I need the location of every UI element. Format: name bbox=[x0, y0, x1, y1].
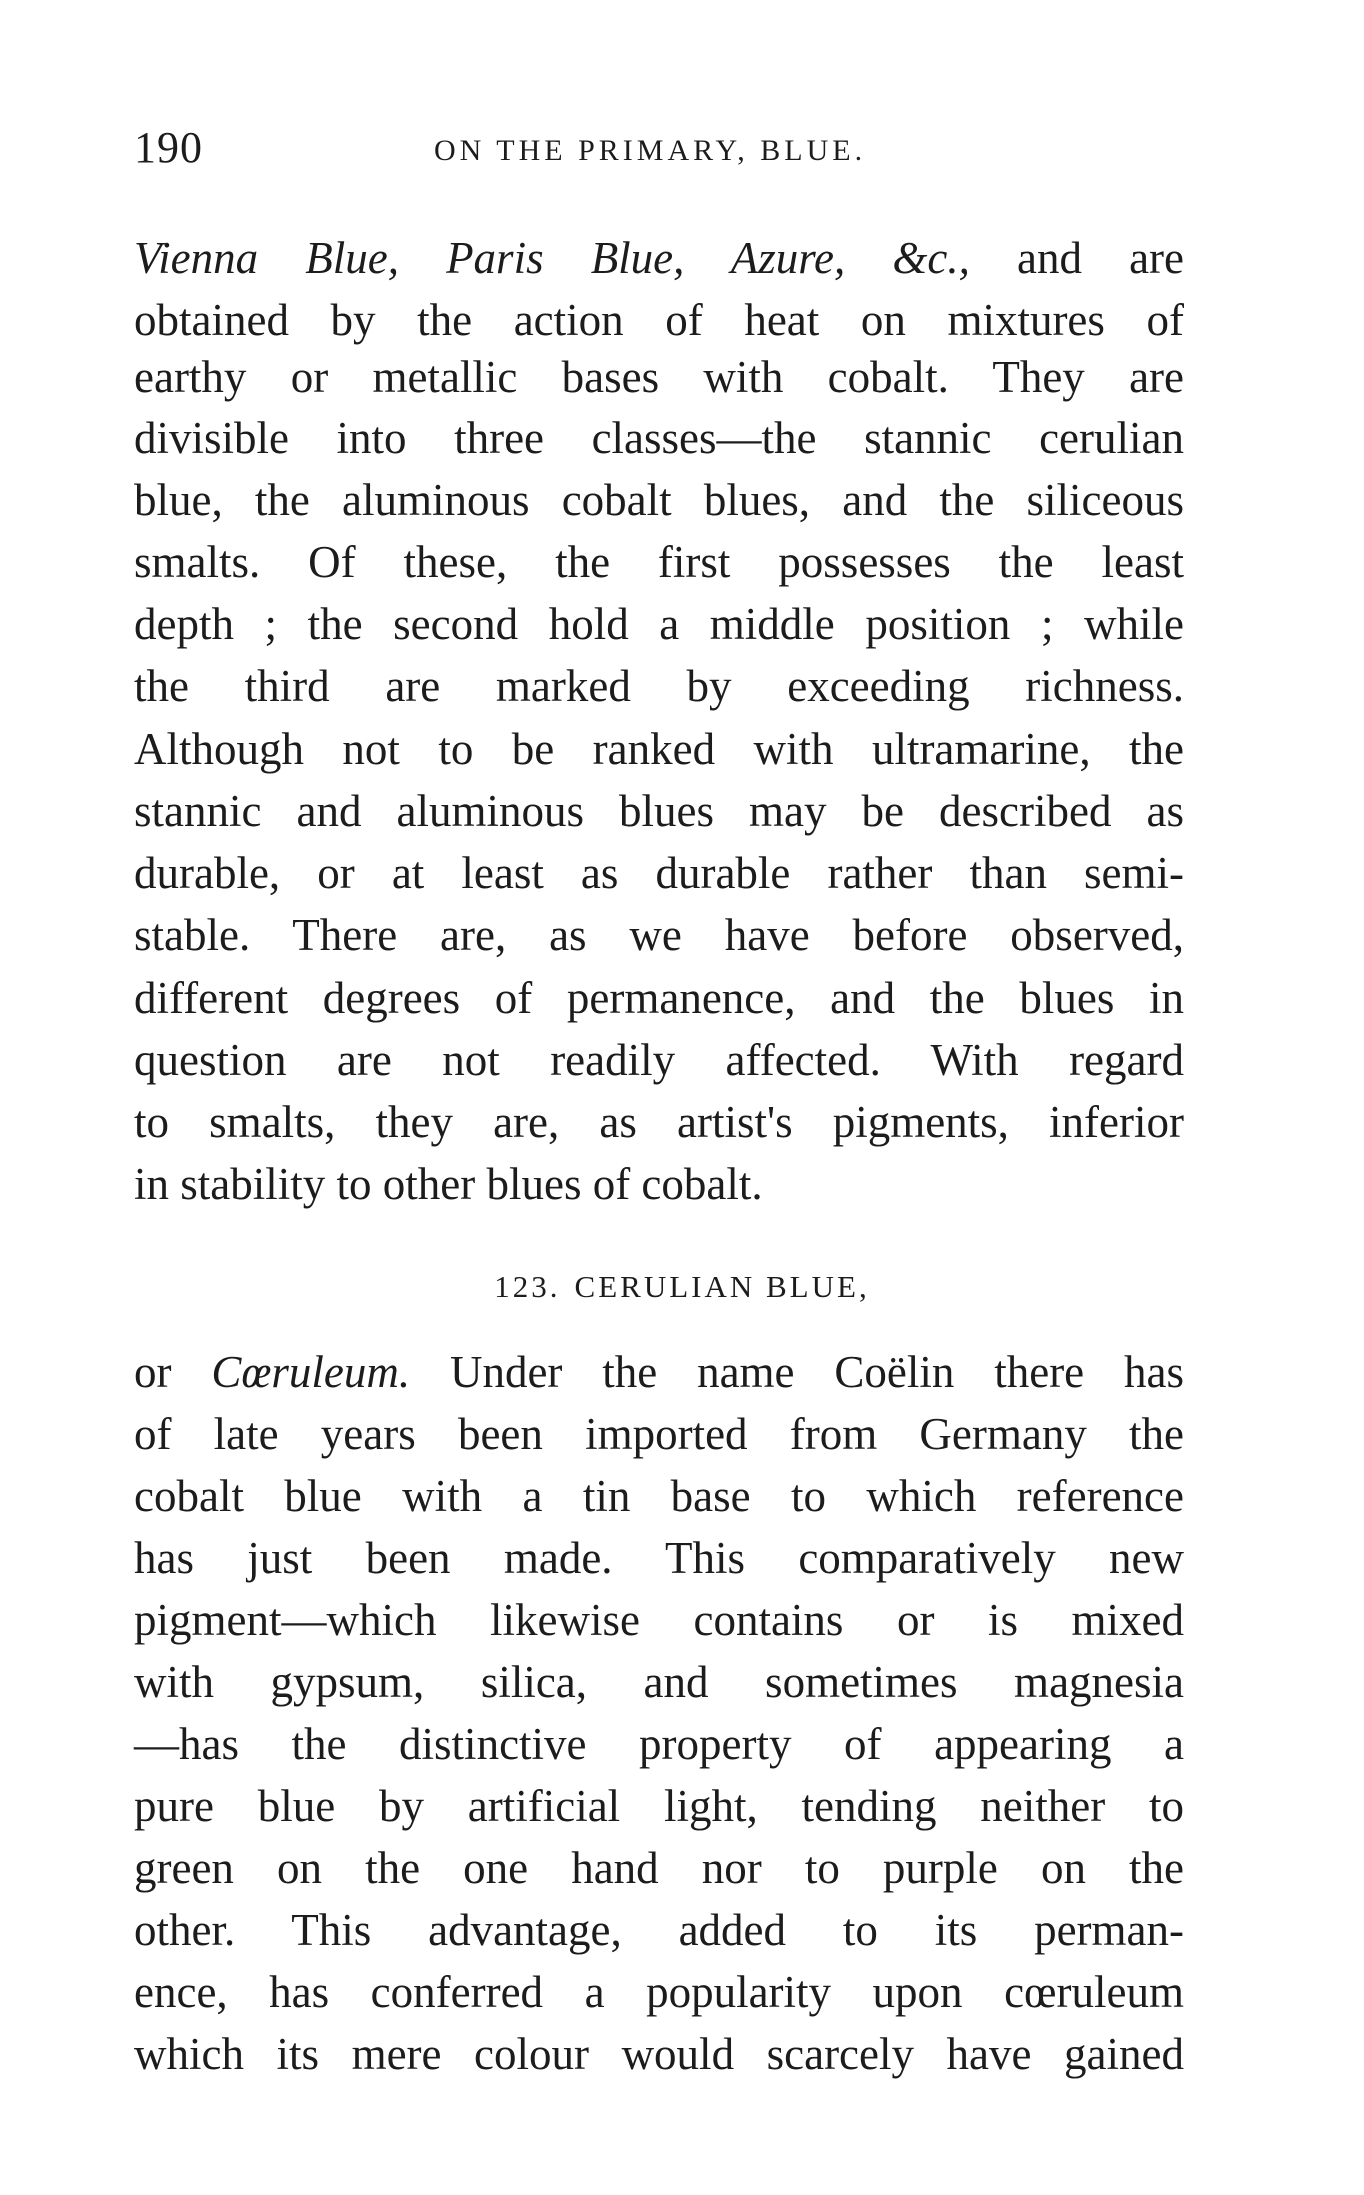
paragraph-2-line-10: other. This advantage, added to its perman- bbox=[134, 1905, 1184, 1955]
paragraph-2-line-1: or Cœruleum. Under the name Coëlin there has bbox=[134, 1347, 1184, 1397]
running-title: ON THE PRIMARY, BLUE. bbox=[434, 134, 867, 167]
paragraph-1-line-11: durable, or at least as durable rather than semi- bbox=[134, 848, 1184, 898]
paragraph-1-line-3: earthy or metallic bases with cobalt. They are bbox=[134, 352, 1184, 402]
paragraph-2-line-4: has just been made. This comparatively new bbox=[134, 1533, 1184, 1583]
section-heading bbox=[0, 1262, 1364, 1312]
paragraph-2-line-7: —has the distinctive property of appearing a bbox=[134, 1719, 1184, 1769]
paragraph-1-line-1: Vienna Blue, Paris Blue, Azure, &c., and are bbox=[134, 233, 1185, 283]
paragraph-1-line-16: in stability to other blues of cobalt. bbox=[134, 1159, 763, 1209]
paragraph-1-line-9: Although not to be ranked with ultramarine, the bbox=[134, 724, 1184, 774]
page-header bbox=[134, 118, 1194, 178]
paragraph-1-line-2: obtained by the action of heat on mixtures of bbox=[134, 295, 1184, 345]
paragraph-2-line-12: which its mere colour would scarcely have gained bbox=[134, 2029, 1184, 2079]
paragraph-2-line-8: pure blue by artificial light, tending neither to bbox=[134, 1781, 1184, 1831]
page-number: 190 bbox=[134, 123, 203, 172]
paragraph-1-line-14: question are not readily affected. With regard bbox=[134, 1035, 1184, 1085]
italic-coeruleum: Cœruleum. bbox=[211, 1347, 411, 1397]
paragraph-1-line-10: stannic and aluminous blues may be described as bbox=[134, 786, 1184, 836]
italic-pigment-names: Vienna Blue, Paris Blue, Azure, &c., bbox=[134, 233, 970, 283]
section-number: 123. bbox=[494, 1269, 561, 1304]
paragraph-2-line-6: with gypsum, silica, and sometimes magnesia bbox=[134, 1657, 1184, 1707]
section-title: CERULIAN BLUE, bbox=[574, 1269, 870, 1304]
paragraph-2-line-3: cobalt blue with a tin base to which reference bbox=[134, 1471, 1184, 1521]
paragraph-1-line-12: stable. There are, as we have before observed, bbox=[134, 910, 1184, 960]
paragraph-1-line-13: different degrees of permanence, and the blues in bbox=[134, 973, 1184, 1023]
paragraph-2-line-9: green on the one hand nor to purple on the bbox=[134, 1843, 1184, 1893]
paragraph-2-line-2: of late years been imported from Germany the bbox=[134, 1409, 1184, 1459]
paragraph-1-line-15: to smalts, they are, as artist's pigments, inferior bbox=[134, 1097, 1184, 1147]
paragraph-1-line-8: the third are marked by exceeding richness. bbox=[134, 661, 1184, 711]
paragraph-2-line-5: pigment—which likewise contains or is mixed bbox=[134, 1595, 1184, 1645]
paragraph-1-line-4: divisible into three classes—the stannic cerulian bbox=[134, 413, 1184, 463]
paragraph-1-line-6: smalts. Of these, the first possesses the least bbox=[134, 537, 1184, 587]
paragraph-1-line-7: depth ; the second hold a middle position ; while bbox=[134, 599, 1184, 649]
paragraph-1-line-5: blue, the aluminous cobalt blues, and the siliceous bbox=[134, 475, 1184, 525]
paragraph-2-line-11: ence, has conferred a popularity upon cœruleum bbox=[134, 1967, 1184, 2017]
